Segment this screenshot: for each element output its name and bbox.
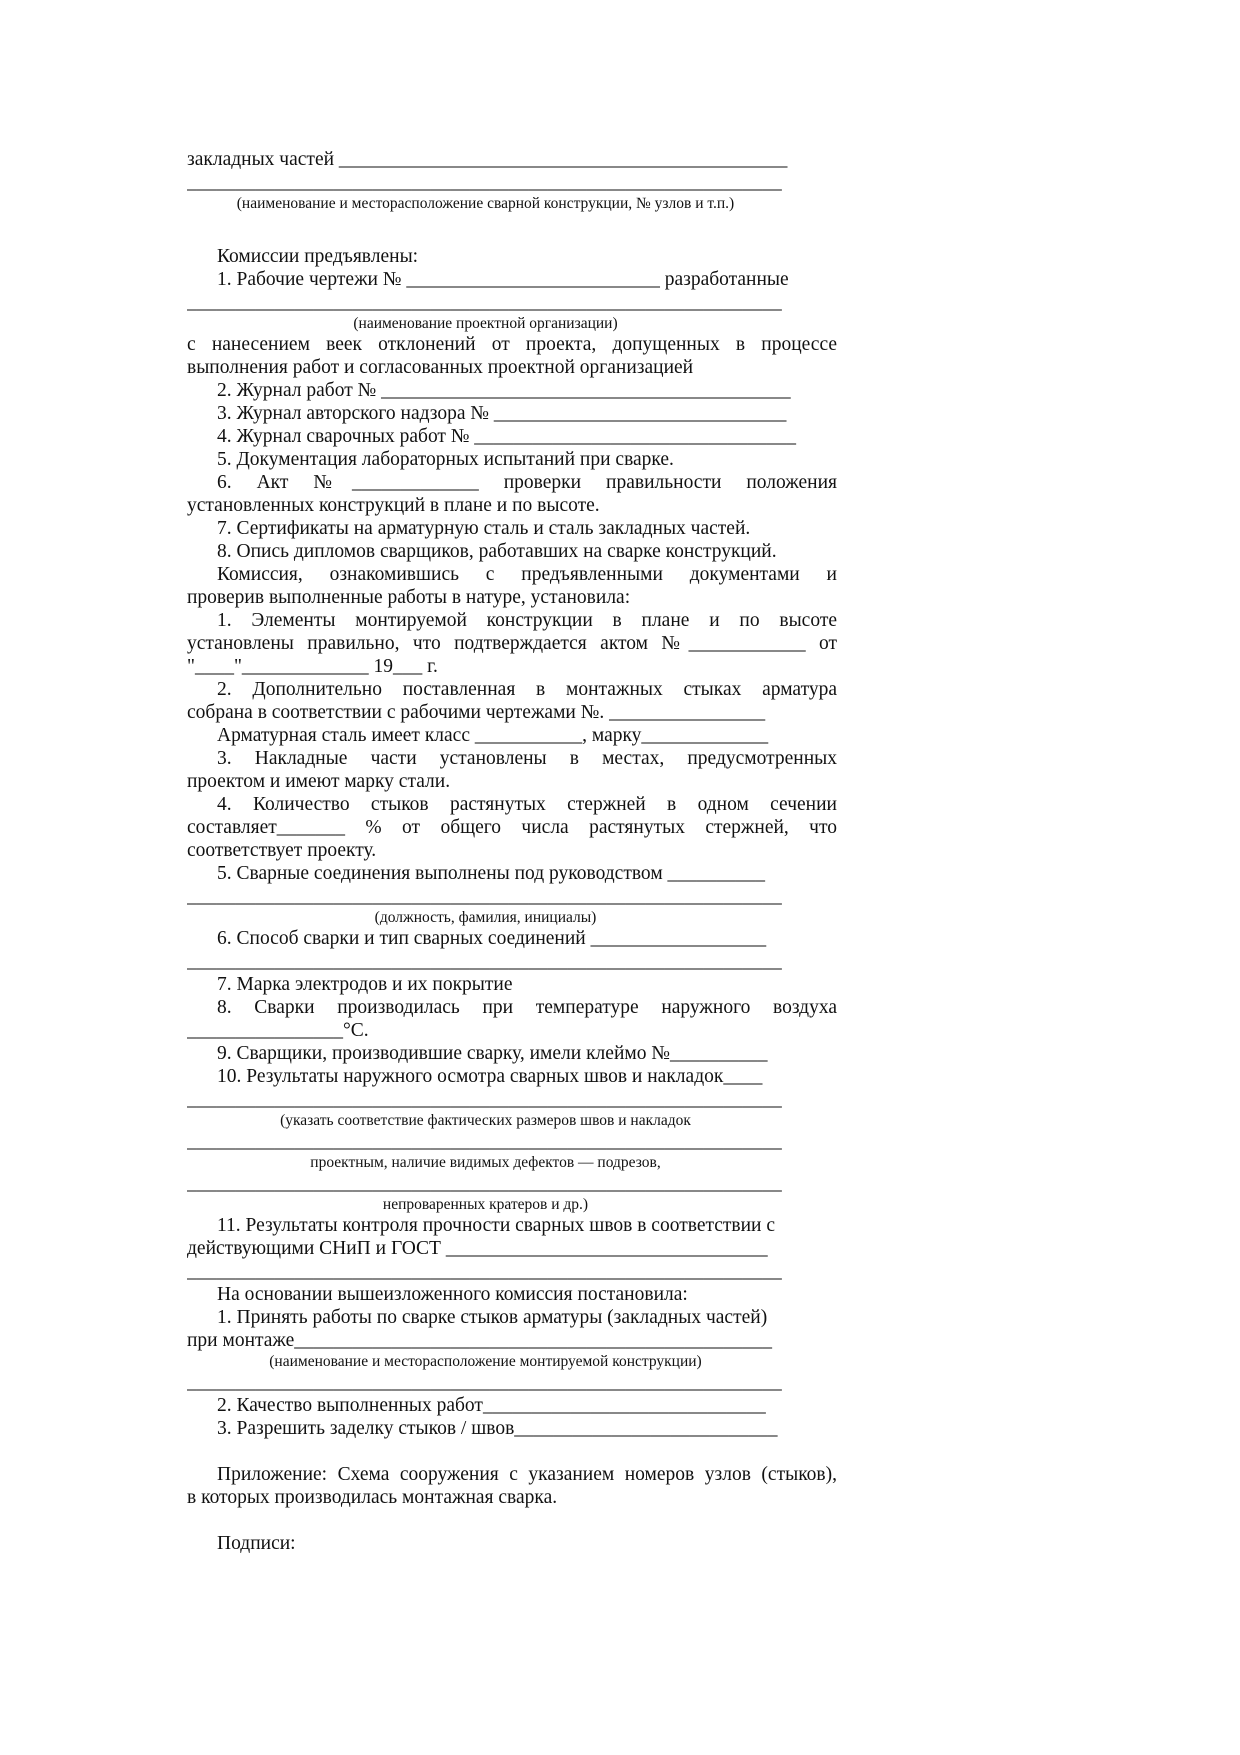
spacer [187, 1509, 837, 1532]
text-line: проектом и имеют марку стали. [187, 771, 451, 792]
text-line: 4. Журнал сварочных работ № _________________________________ [217, 426, 797, 447]
text-line: 8. Опись дипломов сварщиков, работавших на сварке конструкций. [217, 541, 777, 562]
field-caption: (наименование и месторасположение монтируемой конструкции) [269, 1353, 702, 1370]
blank-line: _____________________________________________________________ [187, 292, 782, 313]
blank-line: _____________________________________________________________ [187, 951, 782, 972]
text-line: выполнения работ и согласованных проектной организацией [187, 357, 694, 378]
text-line: закладных частей ______________________________________________ [187, 149, 788, 170]
text-line: 3. Разрешить заделку стыков / швов___________________________ [217, 1418, 778, 1439]
text-line: 4. Количество стыков растянутых стержней в одном сечении [217, 794, 837, 815]
text-line: 8. Сварки производилась при температуре наружного воздуха [217, 997, 837, 1018]
text-line: 1. Рабочие чертежи № __________________________ разработанные [217, 269, 789, 290]
text-line: соответствует проекту. [187, 840, 377, 861]
text-line: 7. Марка электродов и их покрытие [217, 974, 513, 995]
field-caption: проектным, наличие видимых дефектов — подрезов, [310, 1154, 661, 1171]
text-line: составляет_______ % от общего числа растянутых стержней, что [187, 817, 837, 838]
text-line: установлены правильно, что подтверждается актом №____________ от [187, 633, 837, 654]
appendix-text: Приложение: Схема сооружения с указанием номеров узлов (стыков), [217, 1464, 837, 1485]
text-line: 3. Журнал авторского надзора № ______________________________ [217, 403, 787, 424]
text-line: Арматурная сталь имеет класс ___________, марку_____________ [217, 725, 769, 746]
document-page [187, 148, 837, 1555]
text-line: действующими СНиП и ГОСТ _________________________________ [187, 1238, 768, 1259]
section-heading: На основании вышеизложенного комиссия постановила: [217, 1284, 688, 1305]
text-line: "____"_____________ 19___ г. [187, 656, 438, 677]
text-line: с нанесением веек отклонений от проекта, допущенных в процессе [187, 334, 837, 355]
field-caption: непроваренных кратеров и др.) [382, 1196, 589, 1213]
text-line: 5. Документация лабораторных испытаний при сварке. [217, 449, 674, 470]
blank-line: _____________________________________________________________ [187, 1089, 782, 1110]
text-line: 2. Дополнительно поставленная в монтажных стыках арматура [217, 679, 837, 700]
blank-line: _____________________________________________________________ [187, 886, 782, 907]
text-line: 11. Результаты контроля прочности сварных швов в соответствии с [217, 1215, 776, 1236]
text-line: 3. Накладные части установлены в местах, предусмотренных [217, 748, 837, 769]
signatures-label: Подписи: [217, 1533, 296, 1554]
text-line: 6. Акт №_____________ проверки правильности положения [217, 472, 837, 493]
text-line: 5. Сварные соединения выполнены под руководством __________ [217, 863, 766, 884]
text-line: 9. Сварщики, производившие сварку, имели клеймо №__________ [217, 1043, 768, 1064]
text-line: проверив выполненные работы в натуре, установила: [187, 587, 631, 608]
text-line: 1. Принять работы по сварке стыков арматуры (закладных частей) [217, 1307, 768, 1328]
blank-line: _____________________________________________________________ [187, 1261, 782, 1282]
field-caption: (должность, фамилия, инициалы) [374, 909, 597, 926]
blank-line: _____________________________________________________________ [187, 1131, 782, 1152]
section-heading: Комиссии предъявлены: [217, 246, 419, 267]
appendix-text: в которых производилась монтажная сварка. [187, 1487, 558, 1508]
text-line: 2. Качество выполненных работ_____________________________ [217, 1395, 766, 1416]
spacer [187, 1440, 837, 1463]
blank-line: _____________________________________________________________ [187, 1173, 782, 1194]
blank-line: _____________________________________________________________ [187, 172, 782, 193]
text-line: Комиссия, ознакомившись с предъявленными документами и [217, 564, 837, 585]
text-line: установленных конструкций в плане и по высоте. [187, 495, 600, 516]
blank-line: _____________________________________________________________ [187, 1372, 782, 1393]
text-line: при монтаже_________________________________________________ [187, 1330, 773, 1351]
text-line: собрана в соответствии с рабочими чертежами №. ________________ [187, 702, 766, 723]
text-line: 2. Журнал работ № __________________________________________ [217, 380, 791, 401]
text-line: 1. Элементы монтируемой конструкции в плане и по высоте [217, 610, 837, 631]
text-line: 6. Способ сварки и тип сварных соединений __________________ [217, 928, 767, 949]
text-line: ________________°С. [187, 1020, 369, 1041]
text-line: 10. Результаты наружного осмотра сварных швов и накладок____ [217, 1066, 763, 1087]
text-line: 7. Сертификаты на арматурную сталь и сталь закладных частей. [217, 518, 751, 539]
field-caption: (наименование проектной организации) [353, 315, 618, 332]
spacer [187, 213, 837, 245]
field-caption: (указать соответствие фактических размеров швов и накладок [280, 1112, 691, 1129]
field-caption: (наименование и месторасположение сварной конструкции, № узлов и т.п.) [236, 195, 735, 212]
